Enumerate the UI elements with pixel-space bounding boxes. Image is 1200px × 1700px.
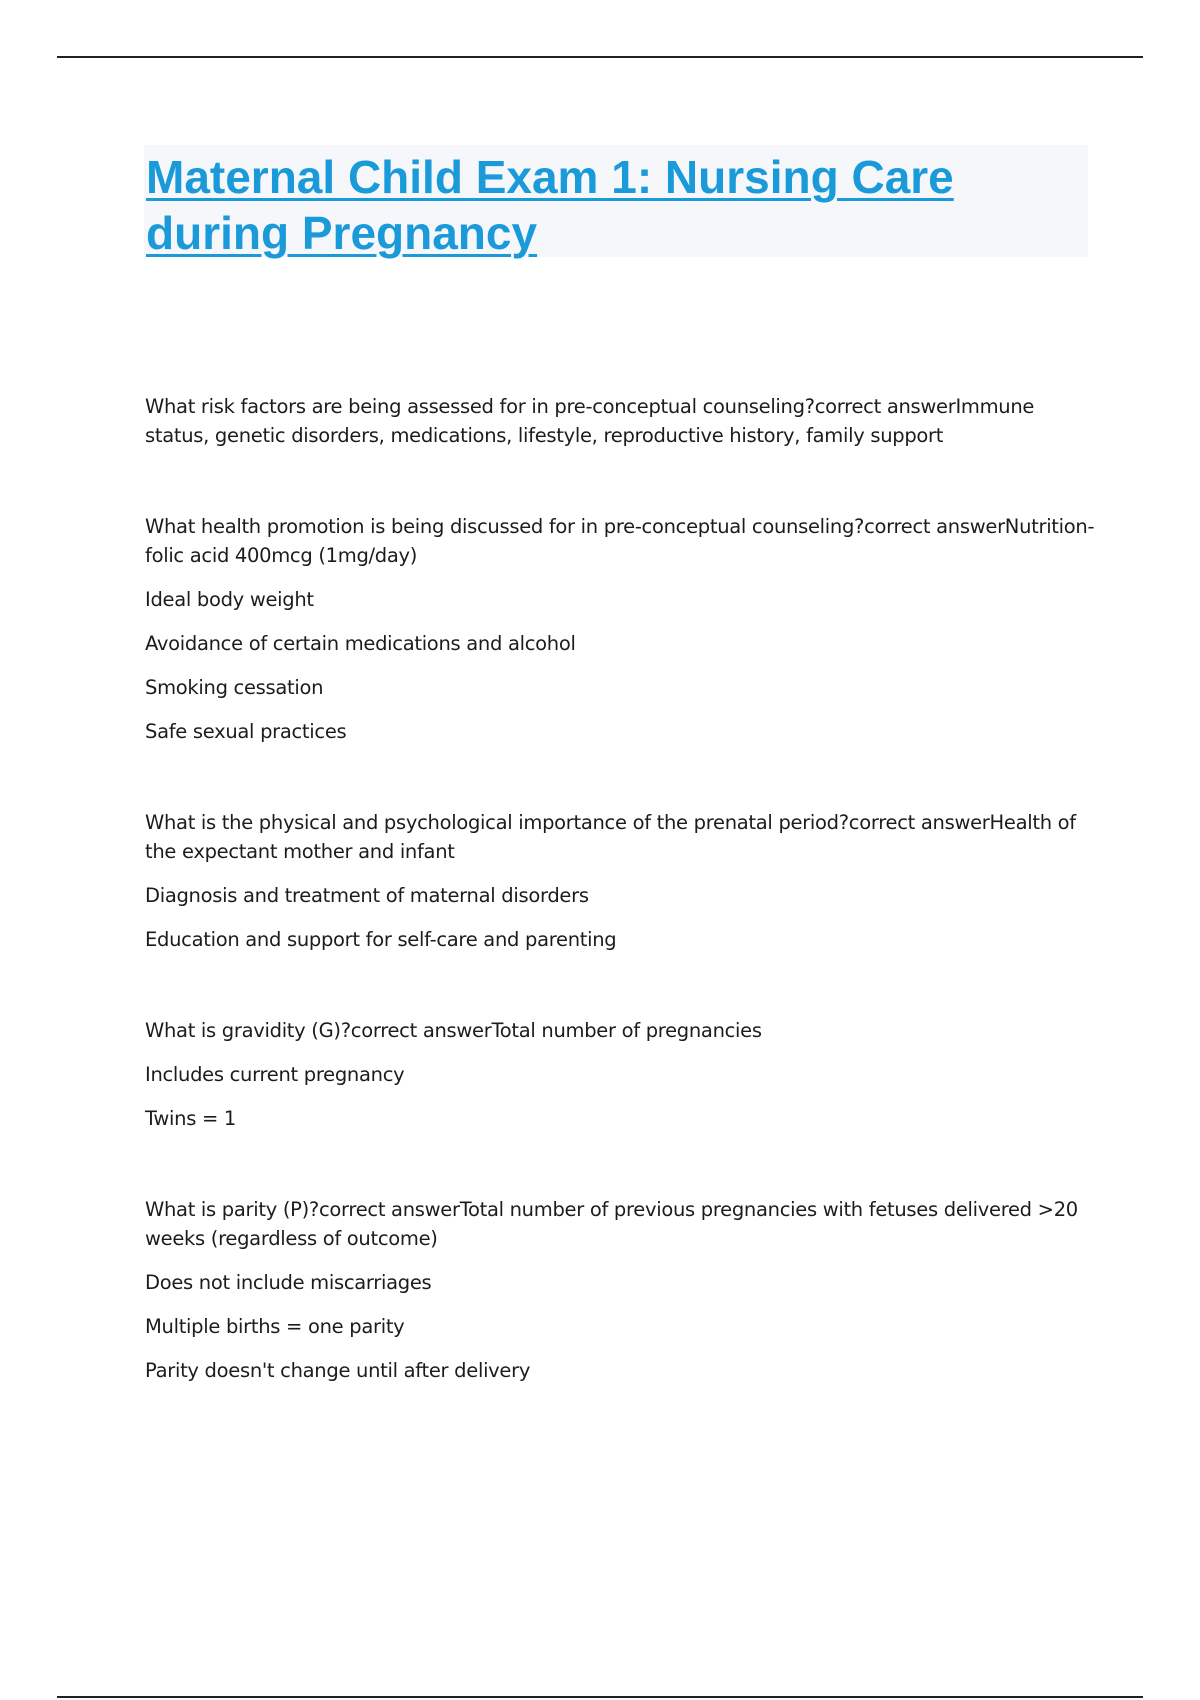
qa-answer-line: Twins = 1 bbox=[145, 1107, 237, 1130]
qa-answer-line: Multiple births = one parity bbox=[145, 1315, 405, 1338]
qa-answer-line: Safe sexual practices bbox=[145, 720, 347, 743]
qa-answer-line: Avoidance of certain medications and alcohol bbox=[145, 632, 576, 655]
footer-rule bbox=[57, 1696, 1143, 1698]
qa-answer-line: Parity doesn't change until after delivery bbox=[145, 1359, 531, 1382]
header-rule bbox=[57, 56, 1143, 58]
qa-item bbox=[145, 1016, 1095, 1133]
qa-answer-line: Smoking cessation bbox=[145, 676, 324, 699]
qa-list bbox=[145, 392, 1095, 1385]
qa-question-answer: What risk factors are being assessed for in pre-conceptual counseling?correct answerImmune status, genetic disorders, medications, lifestyle, reproductive history, family support bbox=[145, 395, 1035, 447]
qa-answer-line: Does not include miscarriages bbox=[145, 1271, 432, 1294]
qa-answer-line: Education and support for self-care and parenting bbox=[145, 928, 617, 951]
title-block bbox=[144, 145, 1088, 257]
qa-item bbox=[145, 1195, 1095, 1385]
qa-item bbox=[145, 808, 1095, 954]
document-title-link[interactable]: Maternal Child Exam 1: Nursing Care during Pregnancy bbox=[146, 151, 954, 259]
qa-answer-line: Diagnosis and treatment of maternal disorders bbox=[145, 884, 589, 907]
qa-question-answer: What is the physical and psychological importance of the prenatal period?correct answerHealth of the expectant mother and infant bbox=[145, 811, 1076, 863]
qa-answer-line: Ideal body weight bbox=[145, 588, 314, 611]
qa-question-answer: What is gravidity (G)?correct answerTotal number of pregnancies bbox=[145, 1019, 762, 1042]
qa-answer-line: Includes current pregnancy bbox=[145, 1063, 405, 1086]
qa-question-answer: What health promotion is being discussed for in pre-conceptual counseling?correct answerNutrition- folic acid 400mcg (1mg/day) bbox=[145, 515, 1095, 567]
qa-question-answer: What is parity (P)?correct answerTotal number of previous pregnancies with fetuses delivered >20 weeks (regardless of outcome) bbox=[145, 1198, 1078, 1250]
qa-item bbox=[145, 392, 1095, 450]
qa-item bbox=[145, 512, 1095, 746]
